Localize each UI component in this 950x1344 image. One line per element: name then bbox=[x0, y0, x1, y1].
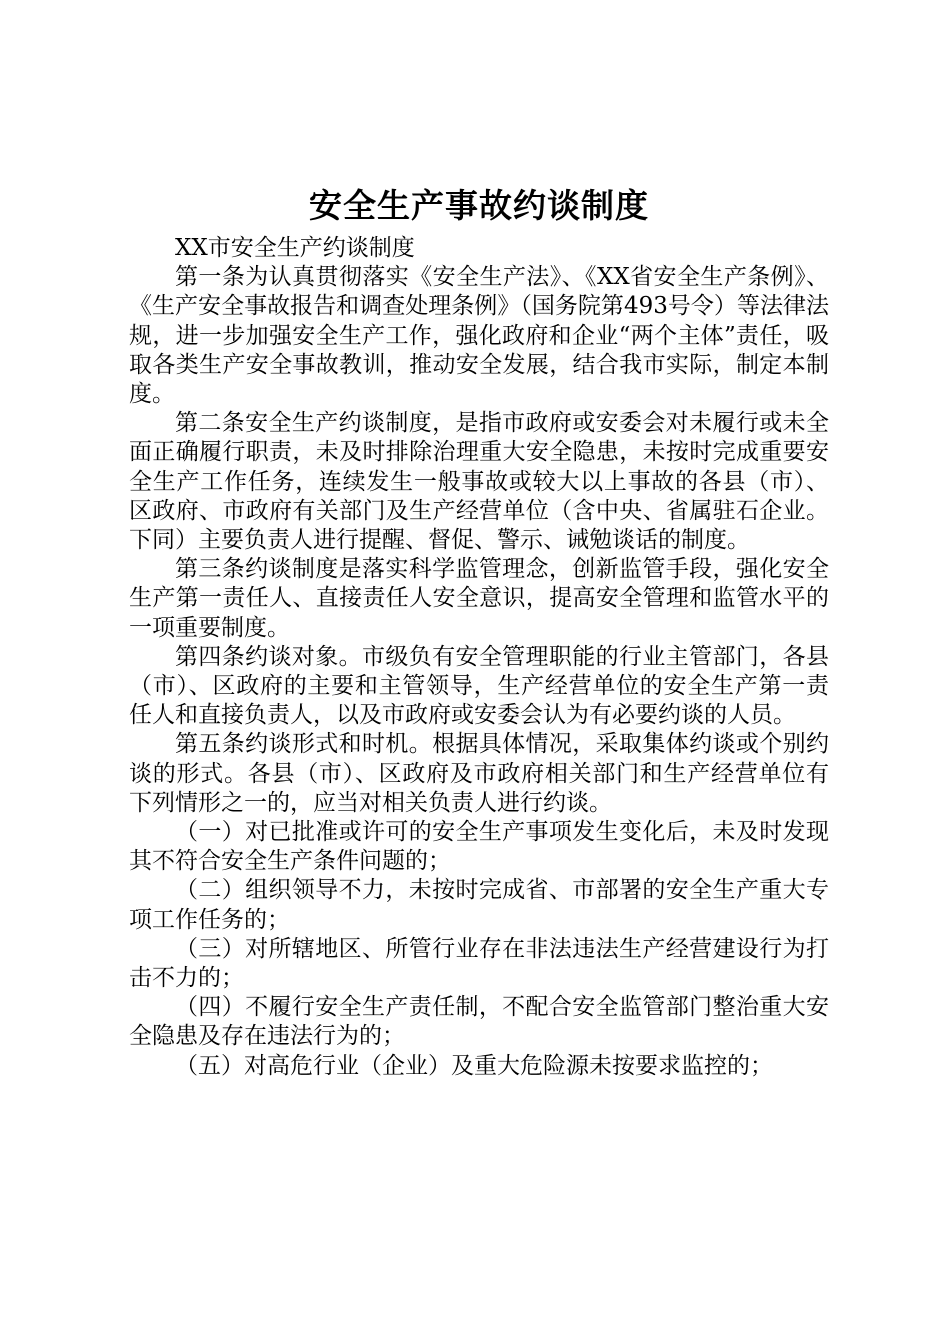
paragraph-article-5: 第五条约谈形式和时机。根据具体情况，采取集体约谈或个别约谈的形式。各县（市）、区政府及市政府相关部门和生产经营单位有下列情形之一的，应当对相关负责人进行约谈。 bbox=[129, 731, 829, 816]
paragraph-article-1: 第一条为认真贯彻落实《安全生产法》、《XX省安全生产条例》、《生产安全事故报告和调查处理条例》（国务院第493号令）等法律法规，进一步加强安全生产工作，强化政府和企业“两个主体”责任，吸取各类生产安全事故教训，推动安全发展，结合我市实际，制定本制度。 bbox=[129, 264, 829, 408]
paragraph-article-2: 第二条安全生产约谈制度，是指市政府或安委会对未履行或未全面正确履行职责，未及时排除治理重大安全隐患，未按时完成重要安全生产工作任务，连续发生一般事故或较大以上事故的各县（市）、区政府、市政府有关部门及生产经营单位（含中央、省属驻石企业。下同）主要负责人进行提醒、督促、警示、诫勉谈话的制度。 bbox=[129, 410, 829, 554]
paragraph-item-1: （一）对已批准或许可的安全生产事项发生变化后，未及时发现其不符合安全生产条件问题的； bbox=[129, 819, 829, 875]
paragraph-item-2: （二）组织领导不力，未按时完成省、市部署的安全生产重大专项工作任务的； bbox=[129, 877, 829, 933]
document-title: 安全生产事故约谈制度 bbox=[309, 186, 649, 225]
paragraph-subtitle: XX市安全生产约谈制度 bbox=[175, 235, 415, 261]
paragraph-article-3: 第三条约谈制度是落实科学监管理念，创新监管手段，强化安全生产第一责任人、直接责任人安全意识，提高安全管理和监管水平的一项重要制度。 bbox=[129, 556, 829, 641]
paragraph-article-4: 第四条约谈对象。市级负有安全管理职能的行业主管部门，各县（市）、区政府的主要和主管领导，生产经营单位的安全生产第一责任人和直接负责人，以及市政府或安委会认为有必要约谈的人员。 bbox=[129, 643, 829, 729]
paragraph-item-4: （四）不履行安全生产责任制，不配合安全监管部门整治重大安全隐患及存在违法行为的； bbox=[129, 994, 829, 1050]
document-page bbox=[129, 186, 829, 1081]
paragraph-item-3: （三）对所辖地区、所管行业存在非法违法生产经营建设行为打击不力的； bbox=[129, 935, 829, 992]
paragraph-item-5: （五）对高危行业（企业）及重大危险源未按要求监控的； bbox=[175, 1052, 773, 1079]
